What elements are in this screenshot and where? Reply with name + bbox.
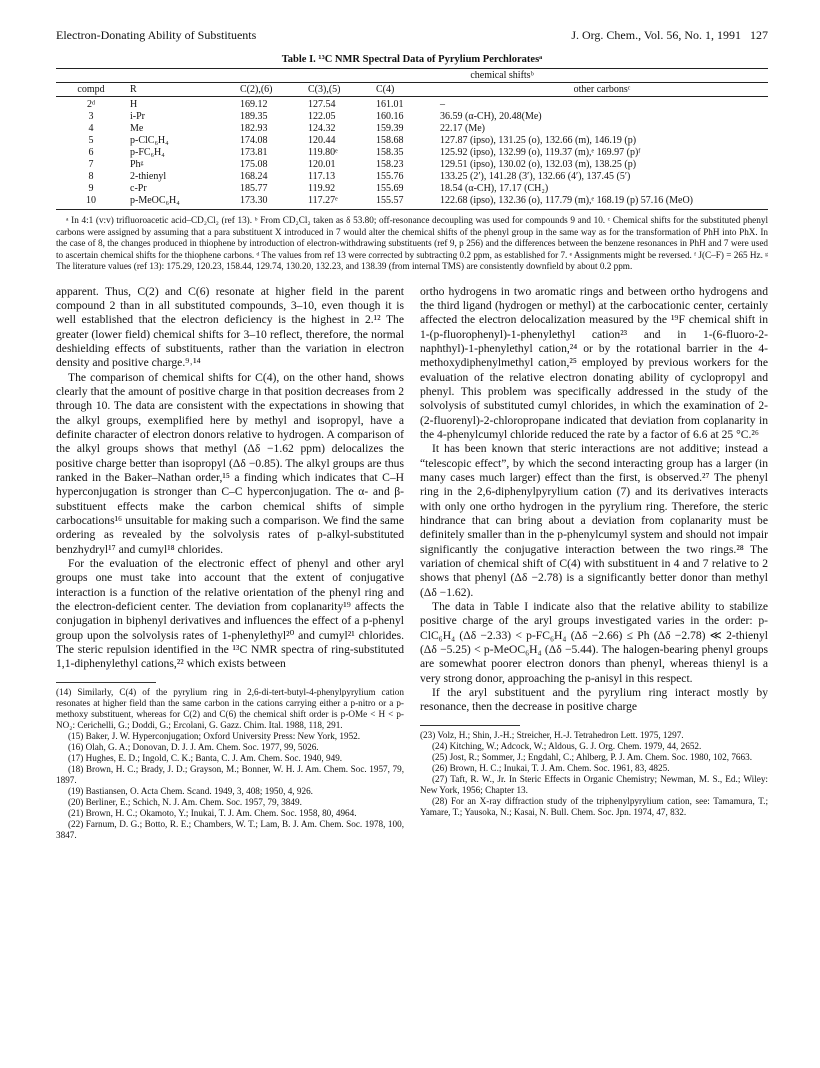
table-cell: 18.54 (α-CH), 17.17 (CH₂)	[440, 183, 549, 194]
table-cell: 158.68	[376, 135, 404, 146]
table-cell: H	[130, 99, 138, 110]
table-cell: 173.30	[240, 195, 268, 206]
table-row	[56, 97, 768, 112]
table-cell: 129.51 (ipso), 130.02 (o), 132.03 (m), 138.25 (p)	[440, 159, 637, 170]
table-cell: 9	[88, 183, 94, 194]
table-row	[56, 159, 768, 171]
journal-page	[56, 28, 768, 841]
table-cell: 160.16	[376, 111, 404, 122]
article-body	[56, 285, 768, 841]
column-header: C(3),(5)	[304, 83, 372, 97]
table-cell: 117.13	[308, 171, 336, 182]
footnote: (24) Kitching, W.; Adcock, W.; Aldous, G. J. Org. Chem. 1979, 44, 2652.	[432, 740, 702, 751]
group-header: chemical shiftsᵇ	[236, 69, 768, 83]
footnote: (27) Taft, R. W., Jr. In Steric Effects in Organic Chemistry; Newman, M. S., Ed.; Wiley: New York, 1956; Chapter 13.	[420, 773, 768, 795]
column-header: C(4)	[372, 83, 436, 97]
table-cell: 161.01	[376, 99, 404, 110]
footnote: (18) Brown, H. C.; Brady, J. D.; Grayson, M.; Bonner, W. H. J. Am. Chem. Soc. 1957, 79, 1897.	[56, 763, 404, 785]
body-paragraph: It has been known that steric interactions are not additive; instead a “telescopic effect”, by which the second interacting group has a larger (in many cases much larger) effect than the first, is observed.²⁷ The phenyl ring in the 2,6-diphenylpyrylium cation (7) and its derivatives interacts with only one ortho hydrogen in the pyrylium ring. Therefore, the steric hindrance that can bring about a deviation from coplanarity must be definitely smaller than in the p-phenylcumyl system and should not impair significantly the conjugative interaction between the two rings.²⁸ The variation of chemical shift of C(4) with substituent in 4 and 7 relative to 2 shows that phenyl (Δδ −2.78) is a significantly better donor than methyl (Δδ −1.62).	[420, 442, 768, 599]
table-cell: 125.92 (ipso), 132.99 (o), 119.37 (m),ᵉ 169.97 (p)ᶠ	[440, 147, 641, 158]
right-column	[420, 285, 768, 841]
right-footnotes	[420, 730, 768, 818]
table-cell: 4	[88, 123, 94, 134]
body-paragraph: apparent. Thus, C(2) and C(6) resonate at higher field in the parent compound 2 than in all substituted compounds, 3–10, even though it is well established that the electron deficiency is the highest in 2.¹² The greater (lower field) chemical shifts for 3–10 reflect, therefore, the normal deshielding effects of substituents, rather than the variation in electron density and positive charge.⁹˒¹⁴	[56, 284, 404, 370]
table-cell: 182.93	[240, 123, 268, 134]
table-cell: 133.25 (2′), 141.28 (3′), 132.66 (4′), 137.45 (5′)	[440, 171, 631, 182]
table-row	[56, 183, 768, 195]
footnote: (23) Volz, H.; Shin, J.-H.; Streicher, H.-J. Tetrahedron Lett. 1975, 1297.	[420, 729, 684, 740]
table-cell: –	[440, 99, 445, 110]
footnote: (14) Similarly, C(4) of the pyrylium ring in 2,6-di-tert-butyl-4-phenylpyrylium cation resonates at higher field than the same carbon in the cations carrying either a p-nitro or a p-methoxy substituent, whereas for C(2) and C(6) the chemical shift order is p-OMe < H < p-NO₂: Cerichelli, G.; Doddi, G.; Ercolani, G. Gazz. Chim. Ital. 1988, 118, 291.	[56, 686, 404, 730]
footnote: (26) Brown, H. C.; Inukai, T. J. Am. Chem. Soc. 1961, 83, 4825.	[432, 762, 670, 773]
table-cell: p-MeOC₆H₄	[130, 195, 180, 206]
body-paragraph: The comparison of chemical shifts for C(4), on the other hand, shows clearly that the amount of positive charge in that position decreases from 2 through 10. The data are consistent with the expectations in showing that the alkyl groups, exemplified here by methyl and isopropyl, have a definite character of electron donors relative to hydrogen. A comparison of the alkyl groups shows that methyl (Δδ −1.62 ppm) delocalizes the positive charge better than isopropyl (Δδ −0.85). The alkyl groups are thus ranked in the Baker–Nathan order,¹⁵ a finding which indicates that C–H hyperconjugation is stronger than C–C hyperconjugation. The α- and β-substituent effects make the carbon chemical shifts of simple carbocations¹⁶ unsuitable for making such a comparison. We find the same ordering as revealed by the solvolysis rates of p-alkyl-substituted benzhydryl¹⁷ and cumyl¹⁸ chlorides.	[56, 370, 404, 556]
table-cell: 185.77	[240, 183, 268, 194]
table-cell: 3	[88, 111, 94, 122]
footnote: (22) Farnum, D. G.; Botto, R. E.; Chambers, W. T.; Lam, B. J. Am. Chem. Soc. 1978, 100, 3847.	[56, 818, 404, 840]
table-cell: 158.35	[376, 147, 404, 158]
body-paragraph: If the aryl substituent and the pyrylium ring interact mostly by resonance, then the decrease in positive charge	[420, 686, 768, 714]
table-cell: 122.05	[308, 111, 336, 122]
footnote: (17) Hughes, E. D.; Ingold, C. K.; Banta, C. J. Am. Chem. Soc. 1940, 949.	[68, 752, 343, 763]
table-cell: 127.87 (ipso), 131.25 (o), 132.66 (m), 146.19 (p)	[440, 135, 637, 146]
table-cell: 173.81	[240, 147, 268, 158]
table-notes-text: ᵃ In 4:1 (v:v) trifluoroacetic acid–CD₂Cl₂ (ref 13). ᵇ From CD₂Cl₂ taken as δ 53.80; off-resonance decoupling was used for compounds 9 and 10. ᶜ Chemical shifts for the substituted phenyl carbons were assigned by assuming that a para substituent X introduced in 7 would alter the chemical shifts of the phenyl group in the same way as for the transformation of PhH into PhX. In the case of 8, the changes produced in thiophene by introduction of electron-withdrawing substituents (ref 9, p 256) and the differences between the benzene resonances in PhH and 7 were used to ascertain chemical shifts for the thiophene carbons. ᵈ The values from ref 13 were corrected by subtracting 0.2 ppm, as established for 7. ᵉ Assignments might be reversed. ᶠ J(C–F) = 265 Hz. ᵍ The literature values (ref 13): 175.29, 120.23, 158.44, 129.74, 130.20, 132.23, and 138.39 (from internal TMS) are consistently downfield by about 0.2 ppm.	[56, 215, 768, 271]
table-cell: 169.12	[240, 99, 268, 110]
table-cell: 2ᵈ	[86, 99, 96, 110]
journal-citation: J. Org. Chem., Vol. 56, No. 1, 1991	[571, 28, 741, 42]
footnote: (21) Brown, H. C.; Okamoto, Y.; Inukai, T. J. Am. Chem. Soc. 1958, 80, 4964.	[68, 807, 357, 818]
table-cell: 155.69	[376, 183, 404, 194]
table-cell: 119.92	[308, 183, 336, 194]
table-cell: 117.27ᵉ	[308, 195, 338, 206]
table-cell: Phᵍ	[130, 159, 144, 170]
body-paragraph: The data in Table I indicate also that the relative ability to stabilize positive charge of the aryl groups investigated varies in the order: p-ClC₆H₄ (Δδ −2.33) < p-FC₆H₄ (Δδ −2.66) ≤ Ph (Δδ −2.78) ≪ 2-thienyl (Δδ −5.25) < p-MeOC₆H₄ (Δδ −5.44). The halogen-bearing phenyl groups are somewhat poorer electron donors than phenyl, whereas thienyl is a very strong donor, approaching the p-anisyl in this respect.	[420, 600, 768, 685]
table-title: Table I. ¹³C NMR Spectral Data of Pyrylium Perchloratesᵃ	[281, 54, 543, 65]
table-row	[56, 147, 768, 159]
footnote: (25) Jost, R.; Sommer, J.; Engdahl, C.; Ahlberg, P. J. Am. Chem. Soc. 1980, 102, 7663.	[432, 751, 753, 762]
running-head-title: Electron-Donating Ability of Substituents	[56, 28, 257, 42]
table-cell: 120.01	[308, 159, 336, 170]
body-paragraph: For the evaluation of the electronic effect of phenyl and other aryl groups one must take into account that the extent of conjugative interaction is a function of the relative orientation of the phenyl ring and the electron-deficient center. The deviation from coplanarity¹⁹ affects the conjugation in biphenyl derivatives and influences the effect of a p-phenyl group upon the solvolysis rates of 1-phenylethyl²⁰ and cumyl²¹ chlorides. The steric repulsion identified in the ¹³C NMR spectra of ring-substituted 1,1-diphenylethyl cations,²² which exists between	[56, 557, 404, 671]
footnote: (15) Baker, J. W. Hyperconjugation; Oxford University Press: New York, 1952.	[68, 730, 361, 741]
table-row	[56, 195, 768, 210]
table-cell: 155.57	[376, 195, 404, 206]
footnote-rule	[420, 725, 520, 726]
body-paragraph: ortho hydrogens in two aromatic rings and between ortho hydrogens and the third ligand (hydrogen or methyl) at the carbocationic center, certainly affected the electron delocalization measured by the ¹⁹F chemical shift in 1-(p-fluorophenyl)-1-phenylethyl cation²³ and in 1-(6-fluoro-2-naphthyl)-1-phenylethyl cation,²⁴ or by the rotational barrier in the 4-methoxydiphenylmethyl cation,²⁵ employed by previous workers for the evaluation of the relative electron donating ability of cyclopropyl and phenyl. This problem was specifically addressed in the study of the solvolysis of substituted cumyl chlorides, in which the examination of 2-(2-fluorenyl)-2-chloropropane indicated that deviation from coplanarity in the 4-phenylcumyl chloride reduced the rate by a factor of 6.6 at 25 °C.²⁶	[420, 284, 768, 441]
table-cell: 120.44	[308, 135, 336, 146]
table-cell: 36.59 (α-CH), 20.48(Me)	[440, 111, 542, 122]
column-header: R	[126, 83, 236, 97]
table-cell: 159.39	[376, 123, 404, 134]
table-cell: Me	[130, 123, 144, 134]
footnote: (28) For an X-ray diffraction study of the triphenylpyrylium cation, see: Tamamura, T.; Yamare, T.; Yausoka, N.; Kasai, N. Bull. Chem. Soc. Jpn. 1974, 47, 832.	[420, 795, 768, 817]
footnote: (16) Olah, G. A.; Donovan, D. J. J. Am. Chem. Soc. 1977, 99, 5026.	[68, 741, 319, 752]
table-cell: 175.08	[240, 159, 268, 170]
footnote-rule	[56, 682, 156, 683]
table-cell: c-Pr	[130, 183, 147, 194]
table-row	[56, 111, 768, 123]
page-number: 127	[750, 28, 768, 42]
left-column	[56, 285, 404, 841]
table-footnotes	[56, 215, 768, 273]
table-cell: 8	[88, 171, 94, 182]
table-cell: 168.24	[240, 171, 268, 182]
table-cell: 124.32	[308, 123, 336, 134]
column-header: compd	[56, 83, 126, 97]
table-cell: 189.35	[240, 111, 268, 122]
table-cell: 6	[88, 147, 94, 158]
table-cell: 7	[88, 159, 94, 170]
table-row	[56, 135, 768, 147]
left-footnotes	[56, 687, 404, 841]
footnote: (19) Bastiansen, O. Acta Chem. Scand. 1949, 3, 408; 1950, 4, 926.	[68, 785, 313, 796]
column-header: C(2),(6)	[236, 83, 304, 97]
table-row	[56, 123, 768, 135]
table-cell: p-ClC₆H₄	[130, 135, 169, 146]
table-cell: 174.08	[240, 135, 268, 146]
table-cell: 2-thienyl	[130, 171, 167, 182]
table-cell: 122.68 (ipso), 132.36 (o), 117.79 (m),ᵉ 168.19 (p) 57.16 (MeO)	[440, 195, 693, 206]
table-cell: 119.80ᵉ	[308, 147, 338, 158]
table-cell: 155.76	[376, 171, 404, 182]
table-row	[56, 171, 768, 183]
running-head	[56, 28, 768, 44]
table-cell: p-FC₆H₄	[130, 147, 165, 158]
table-cell: 5	[88, 135, 94, 146]
table-cell: 127.54	[308, 99, 336, 110]
table-cell: 22.17 (Me)	[440, 123, 485, 134]
column-header: other carbonsᶜ	[436, 83, 768, 97]
nmr-data-table	[56, 68, 768, 210]
table-cell: i-Pr	[130, 111, 145, 122]
footnote: (20) Berliner, E.; Schich, N. J. Am. Chem. Soc. 1957, 79, 3849.	[68, 796, 302, 807]
table-cell: 10	[86, 195, 96, 206]
table-cell: 158.23	[376, 159, 404, 170]
running-head-citation	[565, 28, 768, 44]
